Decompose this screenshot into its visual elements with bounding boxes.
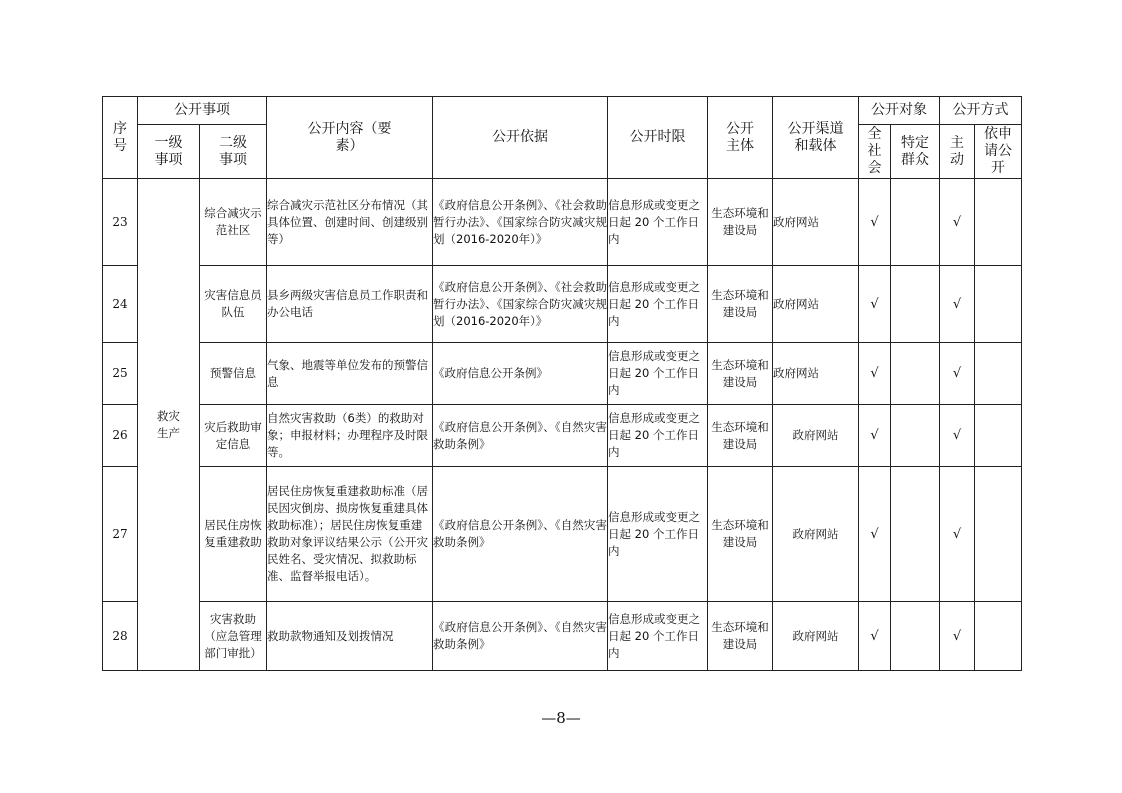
header-target: 公开对象 [859, 97, 940, 125]
time-limit-cell: 信息形成或变更之日起 20 个工作日内 [608, 179, 708, 266]
method-apply-check [975, 405, 1022, 467]
header-target-all: 全社会 [859, 125, 891, 179]
channel-cell: 政府网站 [773, 405, 859, 467]
method-active-check: √ [940, 467, 975, 602]
basis-cell: 《政府信息公开条例》、《自然灾害救助条例》 [433, 467, 608, 602]
content-cell: 气象、地震等单位发布的预警信息 [267, 343, 433, 405]
row-number: 26 [103, 405, 138, 467]
table-header [103, 97, 1022, 179]
method-active-check: √ [940, 179, 975, 266]
time-limit-cell: 信息形成或变更之日起 20 个工作日内 [608, 343, 708, 405]
header-matters: 公开事项 [138, 97, 267, 125]
subject-cell: 生态环境和建设局 [708, 602, 773, 671]
level2-matter: 综合减灾示范社区 [200, 179, 267, 266]
time-limit-cell: 信息形成或变更之日起 20 个工作日内 [608, 266, 708, 343]
level1-label: 救灾生产 [157, 408, 180, 440]
target-specific-check [891, 266, 940, 343]
header-content: 公开内容（要素） [267, 97, 433, 179]
method-apply-check [975, 179, 1022, 266]
method-active-check: √ [940, 343, 975, 405]
basis-cell: 《政府信息公开条例》、《社会救助暂行办法》、《国家综合防灾减灾规划（2016-2020年）》 [433, 179, 608, 266]
header-seq: 序号 [103, 97, 138, 179]
header-method-active: 主动 [940, 125, 975, 179]
basis-cell: 《政府信息公开条例》、《自然灾害救助条例》 [433, 602, 608, 671]
channel-cell: 政府网站 [773, 266, 859, 343]
header-subject: 公开主体 [708, 97, 773, 179]
method-apply-check [975, 343, 1022, 405]
target-all-check: √ [859, 405, 891, 467]
target-all-check: √ [859, 266, 891, 343]
content-cell: 县乡两级灾害信息员工作职责和办公电话 [267, 266, 433, 343]
header-time-limit: 公开时限 [608, 97, 708, 179]
content-cell: 自然灾害救助（6类）的救助对象；申报材料；办理程序及时限等。 [267, 405, 433, 467]
time-limit-cell: 信息形成或变更之日起 20 个工作日内 [608, 602, 708, 671]
header-method: 公开方式 [940, 97, 1022, 125]
subject-cell: 生态环境和建设局 [708, 343, 773, 405]
header-method-apply: 依申请公开 [975, 125, 1022, 179]
method-active-check: √ [940, 405, 975, 467]
table-row [103, 266, 1022, 343]
target-all-check: √ [859, 602, 891, 671]
row-number: 27 [103, 467, 138, 602]
content-cell: 综合减灾示范社区分布情况（其具体位置、创建时间、创建级别等） [267, 179, 433, 266]
target-all-check: √ [859, 179, 891, 266]
table-row [103, 405, 1022, 467]
method-apply-check [975, 602, 1022, 671]
level2-matter: 灾害救助（应急管理部门审批） [200, 602, 267, 671]
target-specific-check [891, 405, 940, 467]
row-number: 28 [103, 602, 138, 671]
content-cell: 居民住房恢复重建救助标准（居民因灾倒房、损房恢复重建具体救助标准）；居民住房恢复重建救助对象评议结果公示（公开灾民姓名、受灾情况、拟救助标准、监督举报电话）。 [267, 467, 433, 602]
method-apply-check [975, 266, 1022, 343]
subject-cell: 生态环境和建设局 [708, 467, 773, 602]
target-all-check: √ [859, 343, 891, 405]
target-specific-check [891, 602, 940, 671]
basis-cell: 《政府信息公开条例》、《自然灾害救助条例》 [433, 405, 608, 467]
basis-cell: 《政府信息公开条例》 [433, 343, 608, 405]
target-specific-check [891, 343, 940, 405]
time-limit-cell: 信息形成或变更之日起 20 个工作日内 [608, 405, 708, 467]
channel-cell: 政府网站 [773, 467, 859, 602]
subject-cell: 生态环境和建设局 [708, 179, 773, 266]
level2-matter: 灾害信息员队伍 [200, 266, 267, 343]
header-target-specific: 特定群众 [891, 125, 940, 179]
level2-matter: 居民住房恢复重建救助 [200, 467, 267, 602]
method-active-check: √ [940, 266, 975, 343]
method-apply-check [975, 467, 1022, 602]
subject-cell: 生态环境和建设局 [708, 266, 773, 343]
target-specific-check [891, 179, 940, 266]
subject-cell: 生态环境和建设局 [708, 405, 773, 467]
table-row [103, 179, 1022, 266]
channel-cell: 政府网站 [773, 179, 859, 266]
disclosure-table [102, 96, 1022, 671]
header-level2: 二级事项 [200, 125, 267, 179]
target-specific-check [891, 467, 940, 602]
channel-cell: 政府网站 [773, 343, 859, 405]
table-row [103, 343, 1022, 405]
time-limit-cell: 信息形成或变更之日起 20 个工作日内 [608, 467, 708, 602]
table-body [103, 179, 1022, 671]
content-cell: 救助款物通知及划拨情况 [267, 602, 433, 671]
channel-cell: 政府网站 [773, 602, 859, 671]
row-number: 24 [103, 266, 138, 343]
target-all-check: √ [859, 467, 891, 602]
page-number: —8— [541, 709, 581, 727]
header-basis: 公开依据 [433, 97, 608, 179]
header-channel: 公开渠道和载体 [773, 97, 859, 179]
level1-matter [138, 179, 200, 671]
basis-cell: 《政府信息公开条例》、《社会救助暂行办法》、《国家综合防灾减灾规划（2016-2020年）》 [433, 266, 608, 343]
table-row [103, 602, 1022, 671]
method-active-check: √ [940, 602, 975, 671]
header-level1: 一级事项 [138, 125, 200, 179]
row-number: 25 [103, 343, 138, 405]
level2-matter: 灾后救助审定信息 [200, 405, 267, 467]
table-row [103, 467, 1022, 602]
row-number: 23 [103, 179, 138, 266]
level2-matter: 预警信息 [200, 343, 267, 405]
